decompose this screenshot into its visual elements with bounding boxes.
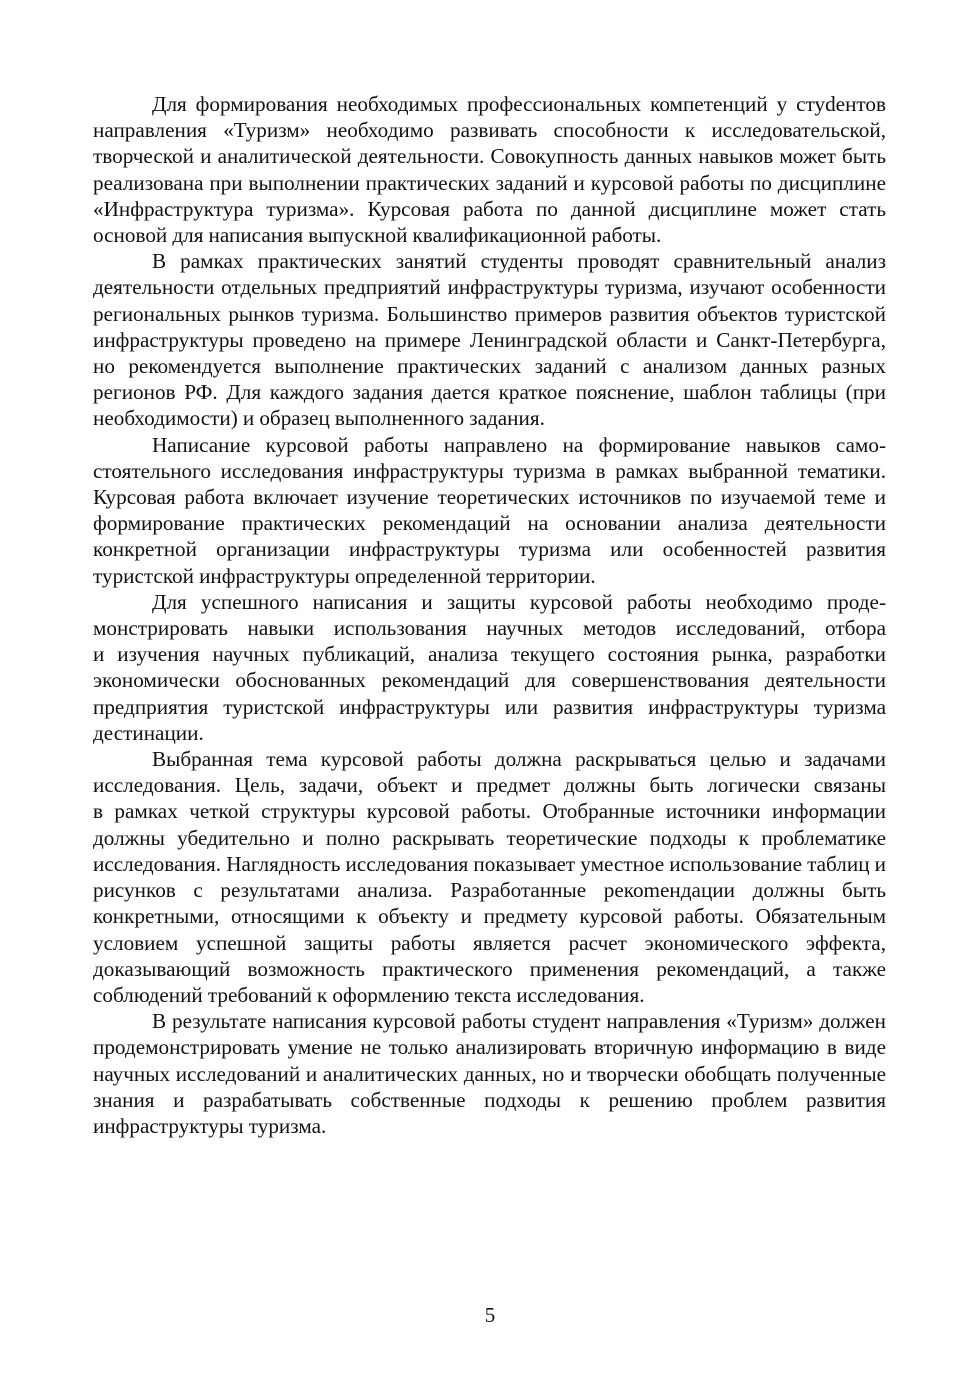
- paragraph-5: Выбранная тема курсовой работы должна раскрываться целью и задачами исследования. Цель, задачи, объект и предмет должны быть логически связаны в рамках четкой структуры курсовой работы. Отобранные источники информации должны убедительно и полно раскрывать теоретические подходы к проблематике исследования. Наглядность исследования показывает уместное использование таблиц и рисунков с результатами анализа. Разработанные рекоmендации должны быть конкретными, относящими к объекту и предмету курсовой работы. Обязательным условием успешной защиты работы является расчет экономического эффекта, доказывающий возможность практического применения рекомендаций, а также соблюдений требований к оформлению текста исследования.: [93, 747, 886, 1007]
- paragraph-3: Написание курсовой работы направлено на формирование навыков самостоятельного исследования инфраструктуры туризма в рамках выбранной тематики. Курсовая работа включает изучение теоретических источников по изучаемой теме и формирование практических рекомендаций на основании анализа деятельности конкретной организации инфраструктуры туризма или особенностей развития туристской инфраструктуры определенной территории.: [93, 432, 886, 588]
- paragraph-2: В рамках практических занятий студенты проводят сравнительный анализ деятельности отдельных предприятий инфраструктуры туризма, изучают особенности региональных рынков туризма. Большинство примеров развития объектов туристской инфраструктуры проведено на примере Ленинградской области и Санкт-Петербурга, но рекомендуется выполнение практических заданий с анализом данных разных регионов РФ. Для каждого задания дается краткое пояснение, шаблон таблицы (при необходимости) и образец выполненного задания.: [93, 249, 886, 431]
- page-number: 5: [484, 1303, 496, 1327]
- paragraph-6: В результате написания курсовой работы студент направления «Туризм» должен продемонстрировать умение не только анализировать вторичную информацию в виде научных исследований и аналитических данных, но и творчески обобщать полученные знания и разрабатывать собственные подходы к решению проблем развития инфраструктуры туризма.: [93, 1009, 886, 1138]
- document-page: [93, 91, 886, 1139]
- paragraph-1: Для формирования необходимых профессиональных компетенций у стуdентов направления «Туризм» необходимо развивать способности к исследовательской, творческой и аналитической деятельности. Совокупность данных навыков может быть реализована при выполнении практических заданий и курсовой работы по дисциплине «Инфраструктура туризма». Курсовая работа по данной дисциплине может стать основой для написания выпускной квалификационной работы.: [93, 92, 886, 248]
- paragraph-4: Для успешного написания и защиты курсовой работы необходимо продемонстрировать навыки использования научных методов исследований, отбора и изучения научных публикаций, анализа текущего состояния рынка, разработки экономически обоснованных рекомендаций для совершенствования деятельности предприятия туристской инфраструктуры или развития инфраструктуры туризма дестинации.: [93, 589, 886, 745]
